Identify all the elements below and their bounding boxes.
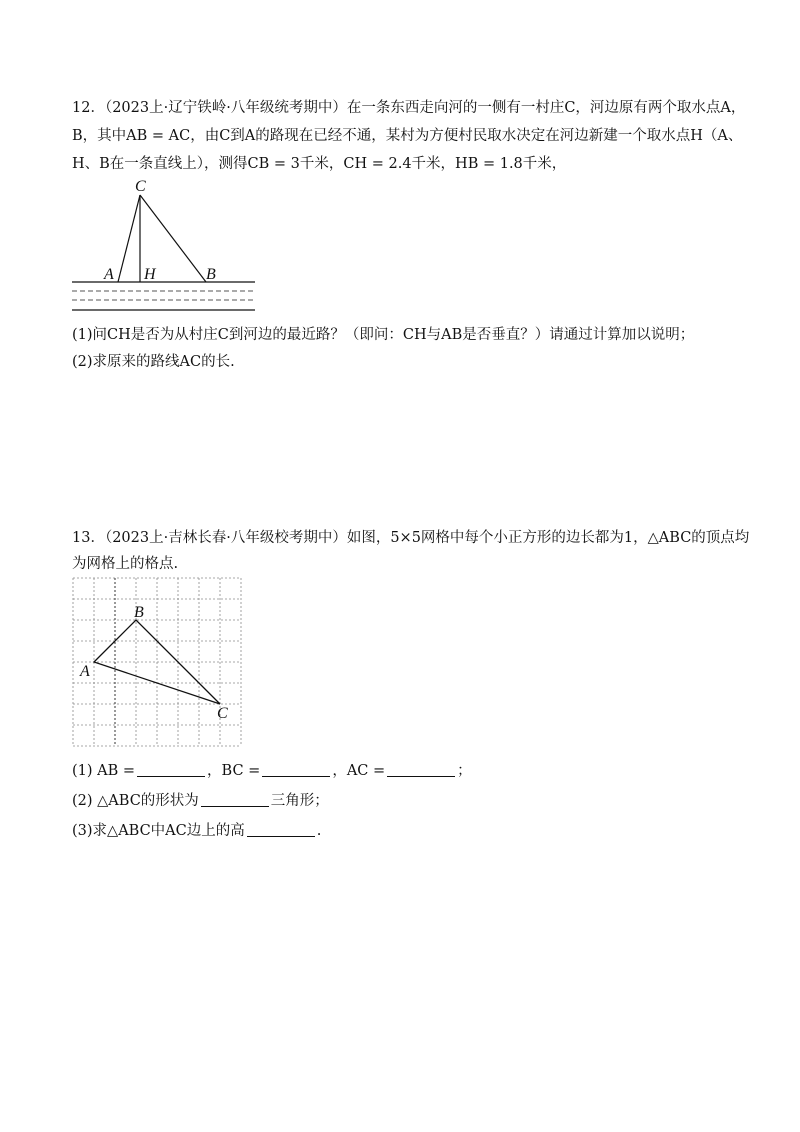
q12-part-1: (1)问CH是否为从村庄C到河边的最近路？（即问：CH与AB是否垂直？）请通过计算加以说明； <box>72 327 695 343</box>
grid-lines <box>73 578 241 746</box>
q13-line-1: 13．（2023上·吉林长春·八年级校考期中）如图，5×5网格中每个小正方形的边长都为1，△ABC的顶点均 <box>72 530 750 546</box>
q12-line-3: H、B在一条直线上），测得CB = 3千米，CH = 2.4千米，HB = 1.8千米， <box>72 156 567 172</box>
q13-part-2 <box>72 791 329 811</box>
q13-line-2: 为网格上的格点. <box>72 556 179 572</box>
q12-part-2: (2)求原来的路线AC的长. <box>72 354 235 370</box>
q12-line-2: B，其中AB = AC，由C到A的路现在已经不通，某村为方便村民取水决定在河边新建一个取水点H（A、 <box>72 128 743 144</box>
shape-answer-blank[interactable] <box>201 792 269 807</box>
ab-answer-blank[interactable] <box>137 762 205 777</box>
bc-label: ，BC = <box>207 763 261 779</box>
q12-figure <box>0 170 800 320</box>
bc-answer-blank[interactable] <box>262 762 330 777</box>
q13-part-1 <box>72 761 472 781</box>
ac-label: ，AC = <box>332 763 386 779</box>
segment-ca <box>118 195 140 282</box>
label-c: C <box>217 705 228 722</box>
height-answer-blank[interactable] <box>247 822 315 837</box>
label-h: H <box>144 266 156 283</box>
shape-suffix: 三角形； <box>270 793 329 809</box>
label-a: A <box>104 266 114 283</box>
shape-label: (2) △ABC的形状为 <box>72 793 199 809</box>
q13-grid-figure <box>0 570 800 760</box>
part1-end: ； <box>457 763 472 779</box>
label-a: A <box>80 663 90 680</box>
height-label: (3)求△ABC中AC边上的高 <box>72 823 245 839</box>
q13-part-3 <box>72 821 321 841</box>
ab-label: (1) AB = <box>72 763 136 779</box>
part3-end: . <box>316 823 322 839</box>
label-b: B <box>134 604 144 621</box>
ac-answer-blank[interactable] <box>387 762 455 777</box>
label-c: C <box>135 178 146 195</box>
label-b: B <box>206 266 216 283</box>
q12-line-1: 12．（2023上·辽宁铁岭·八年级统考期中）在一条东西走向河的一侧有一村庄C，河边原有两个取水点A， <box>72 100 746 116</box>
